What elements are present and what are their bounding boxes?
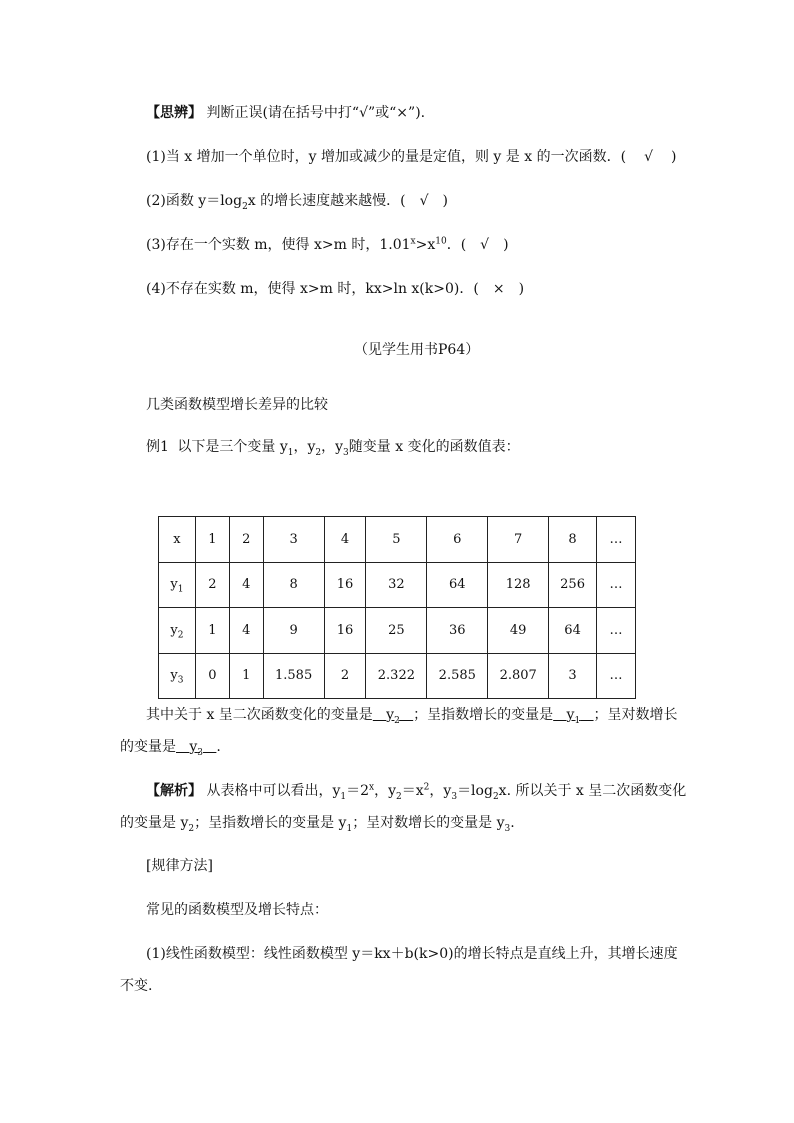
table-cell: 1 — [195, 517, 229, 563]
close-paren: ) — [442, 193, 448, 209]
answer-mark: √ — [480, 237, 490, 253]
item-text: x 的增长速度越来越慢．( — [247, 193, 406, 209]
function-value-table — [158, 516, 636, 699]
example-label: 例1 — [146, 439, 169, 455]
question-text: 其中关于 x 呈二次函数变化的变量是 — [146, 707, 373, 723]
subscript: 2 — [242, 201, 248, 212]
analysis-label: 【解析】 — [146, 783, 202, 799]
sibian-intro: 判断正误(请在括号中打“√”或“×”). — [206, 105, 426, 121]
question-text: ；呈指数增长的变量是 — [413, 707, 554, 723]
table-row — [159, 517, 636, 563]
method-item-1-line-1: (1)线性函数模型：线性函数模型 y＝kx＋b(k>0)的增长特点是直线上升，其增长速度 — [146, 946, 678, 962]
subscript: 1 — [287, 447, 294, 458]
table-cell: … — [597, 653, 636, 699]
table-cell: 3 — [263, 517, 324, 563]
answer-blank: $y_1$ — [566, 707, 581, 726]
table-cell: 32 — [366, 562, 427, 608]
question-text: . — [216, 739, 221, 755]
table-cell: 8 — [263, 562, 324, 608]
example-text: ，y — [293, 439, 316, 455]
analysis-text: ＝2 — [346, 783, 370, 799]
close-paren: ) — [518, 281, 525, 297]
table-cell: 2 — [324, 653, 366, 699]
subscript: 2 — [315, 447, 322, 458]
answer-mark: √ — [644, 149, 653, 165]
row-header: $y_1$ — [159, 562, 196, 608]
method-title: [规律方法] — [146, 858, 213, 874]
table-cell: 256 — [549, 562, 597, 608]
close-paren: ) — [503, 237, 509, 253]
superscript: 10 — [435, 236, 447, 247]
table-cell: 4 — [229, 608, 263, 654]
sibian-item-3 — [146, 235, 509, 255]
row-header: x — [159, 517, 196, 563]
example-1 — [146, 437, 520, 457]
answer-mark: × — [492, 281, 505, 297]
sibian-header — [146, 103, 425, 123]
question-line-2 — [120, 737, 221, 757]
table-cell: 6 — [427, 517, 488, 563]
table-cell: 49 — [488, 608, 549, 654]
question-text: ；呈对数增长 — [593, 707, 678, 723]
item-text: (2)函数 y＝log — [146, 193, 243, 209]
answer-blank: $y_2$ — [386, 707, 400, 726]
table-cell: 36 — [427, 608, 488, 654]
example-text: ，y — [321, 439, 344, 455]
item-text: (1)当 x 增加一个单位时，y 增加或减少的量是定值，则 y 是 x 的一次函数．( — [146, 149, 627, 165]
table-cell: … — [597, 608, 636, 654]
table-cell: 1.585 — [263, 653, 324, 699]
table-cell: 16 — [324, 562, 366, 608]
table-row — [159, 562, 636, 608]
analysis-text: ；呈对数增长的变量是 y — [352, 815, 505, 831]
table-cell: 4 — [324, 517, 366, 563]
table-cell: 8 — [549, 517, 597, 563]
method-intro: 常见的函数模型及增长特点： — [146, 902, 328, 918]
table-cell: 2.322 — [366, 653, 427, 699]
table-cell: 64 — [427, 562, 488, 608]
table-cell: 9 — [263, 608, 324, 654]
item-text: >x — [415, 237, 436, 253]
method-item-1-line-2: 不变. — [120, 978, 153, 994]
table-cell: 4 — [229, 562, 263, 608]
table-cell: 64 — [549, 608, 597, 654]
analysis-text: ；呈指数增长的变量是 y — [194, 815, 347, 831]
table-cell: 2 — [195, 562, 229, 608]
answer-mark: √ — [419, 193, 429, 209]
analysis-line-1: 【解析】 从表格中可以看出，$y_1=2^x$，$y_2=x^2$，$y_3=\log_2x$. 所以关于 x 呈二次函数变化 — [146, 782, 687, 802]
table-cell: 16 — [324, 608, 366, 654]
analysis-text: . — [510, 815, 515, 831]
sibian-item-2 — [146, 191, 448, 211]
sibian-item-4 — [146, 279, 524, 299]
item-text: (3)存在一个实数 m，使得 x>m 时，1.01 — [146, 237, 411, 253]
superscript: x — [410, 236, 416, 247]
table-cell: … — [597, 517, 636, 563]
table-cell: 128 — [488, 562, 549, 608]
row-header: $y_3$ — [159, 653, 196, 699]
example-text: 随变量 x 变化的函数值表： — [348, 439, 520, 455]
question-line-1 — [146, 705, 678, 725]
analysis-text: 从表格中可以看出，y — [206, 783, 341, 799]
analysis-text: ，y — [429, 783, 452, 799]
close-paren: ) — [670, 149, 677, 165]
analysis-text: ＝log — [457, 783, 493, 799]
row-header: $y_2$ — [159, 608, 196, 654]
item-text: (4)不存在实数 m，使得 x>m 时，kx>ln x(k>0)．( — [146, 281, 479, 297]
table-cell: 7 — [488, 517, 549, 563]
table-cell: 1 — [195, 608, 229, 654]
subscript: 3 — [343, 447, 349, 458]
table-cell: 3 — [549, 653, 597, 699]
answer-blank: $y_3$ — [189, 739, 204, 758]
item-text: ．( — [446, 237, 467, 253]
analysis-text: ＝x — [401, 783, 424, 799]
analysis-text: 的变量是 y — [120, 815, 189, 831]
book-reference: （见学生用书P64） — [354, 342, 480, 358]
section-title: 几类函数模型增长差异的比较 — [146, 397, 328, 413]
table-cell: 2.585 — [427, 653, 488, 699]
table-cell: 2.807 — [488, 653, 549, 699]
sibian-label: 【思辨】 — [146, 105, 202, 121]
sibian-item-1 — [146, 147, 676, 167]
analysis-line-2: 的变量是 $y_2$；呈指数增长的变量是 $y_1$；呈对数增长的变量是 $y_3$. — [120, 815, 515, 834]
table-cell: 2 — [229, 517, 263, 563]
question-text: 的变量是 — [120, 739, 176, 755]
table-row — [159, 653, 636, 699]
analysis-text: x. 所以关于 x 呈二次函数变化 — [498, 783, 687, 799]
table-cell: 1 — [229, 653, 263, 699]
example-text: 以下是三个变量 y — [177, 439, 288, 455]
table-cell: 0 — [195, 653, 229, 699]
table-row — [159, 608, 636, 654]
analysis-text: ，y — [374, 783, 397, 799]
table-cell: 25 — [366, 608, 427, 654]
table-cell: 5 — [366, 517, 427, 563]
table-cell: … — [597, 562, 636, 608]
